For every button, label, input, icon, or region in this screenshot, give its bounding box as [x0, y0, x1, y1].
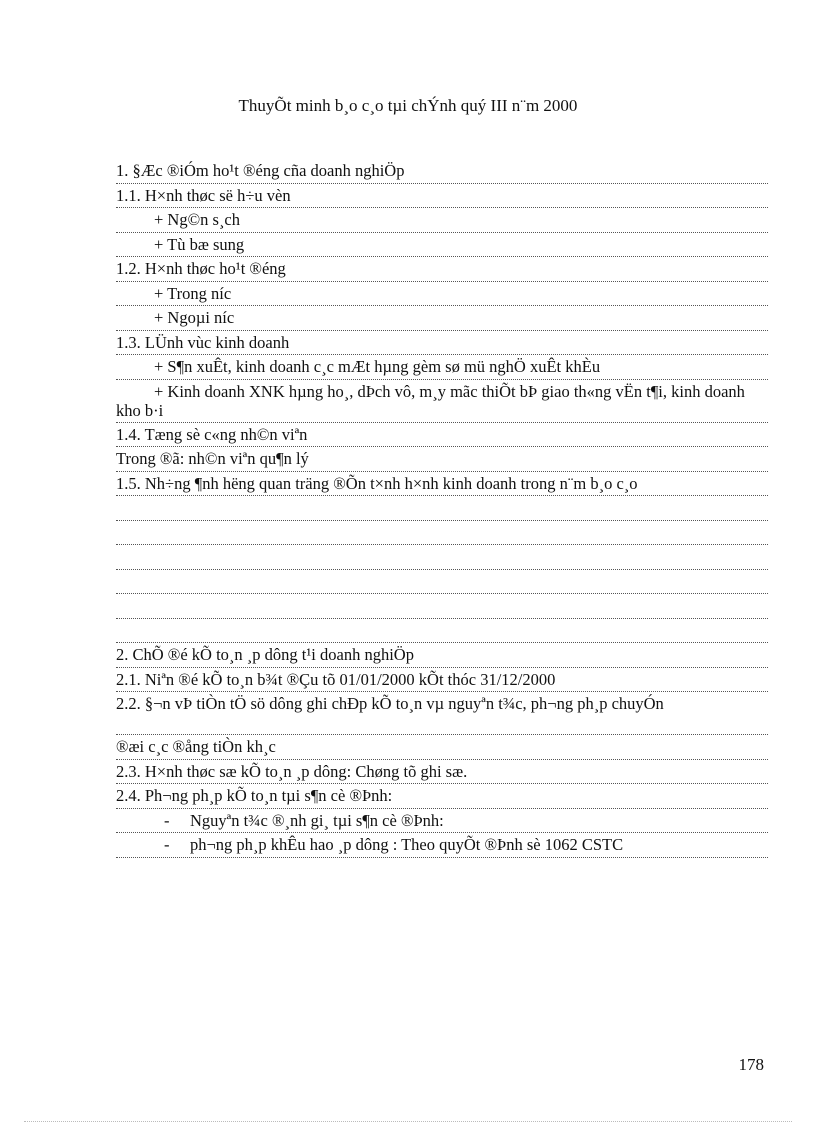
- blank-line: [116, 545, 768, 570]
- document-title: ThuyÕt minh b¸o c¸o tµi chÝnh quý III n¨m 2000: [238, 96, 578, 115]
- section-2-4-item: [116, 833, 768, 858]
- blank-line: [116, 619, 768, 644]
- page-number: 178: [738, 1055, 764, 1074]
- section-1-1-item: + Ng©n s¸ch: [116, 208, 768, 233]
- section-2-2: 2.2. §¬n vÞ tiÒn tÖ sö dông ghi chÐp kÕ to¸n vµ nguyªn t¾c, ph¬ng ph¸p chuyÓn: [116, 692, 768, 735]
- section-1-1-item: + Tù bæ sung: [116, 233, 768, 258]
- footer-divider: [24, 1121, 792, 1122]
- section-2-3: 2.3. H×nh thøc sæ kÕ to¸n ¸p dông: Chøng tõ ghi sæ.: [116, 760, 768, 785]
- section-1-2: 1.2. H×nh thøc ho¹t ®éng: [116, 257, 768, 282]
- dash-marker: -: [164, 835, 170, 854]
- document-body: [116, 159, 768, 858]
- dash-marker: -: [164, 810, 170, 830]
- section-2-4-item-text: ph¬ng ph¸p khÊu hao ¸p dông : Theo quyÕt ®Þnh sè 1062 CSTC: [190, 835, 624, 854]
- section-2-4: 2.4. Ph¬ng ph¸p kÕ to¸n tµi s¶n cè ®Þnh:: [116, 784, 768, 809]
- section-1-3: 1.3. LÜnh vùc kinh doanh: [116, 331, 768, 356]
- section-1-2-item: + Ngoµi níc: [116, 306, 768, 331]
- blank-line: [116, 521, 768, 546]
- section-2-2-cont: ®æi c¸c ®ång tiÒn kh¸c: [116, 735, 768, 760]
- section-2-4-item: [116, 809, 768, 834]
- blank-line: [116, 594, 768, 619]
- section-2-heading: 2. ChÕ ®é kÕ to¸n ¸p dông t¹i doanh nghiÖp: [116, 643, 768, 668]
- section-1-2-item: + Trong níc: [116, 282, 768, 307]
- section-1-4: 1.4. Tæng sè c«ng nh©n viªn: [116, 423, 768, 448]
- section-1-3-item-long: [116, 380, 768, 423]
- section-1-3-item: + S¶n xuÊt, kinh doanh c¸c mÆt hµng gèm sø mü nghÖ xuÊt khÈu: [116, 355, 768, 380]
- section-1-1: 1.1. H×nh thøc së h÷u vèn: [116, 184, 768, 209]
- section-1-5: 1.5. Nh÷ng ¶nh hëng quan träng ®Õn t×nh h×nh kinh doanh trong n¨m b¸o c¸o: [116, 472, 768, 497]
- blank-line: [116, 570, 768, 595]
- section-1-4-sub: Trong ®ã: nh©n viªn qu¶n lý: [116, 447, 768, 472]
- section-1-3-item-text: + Kinh doanh XNK hµng ho¸, dÞch vô, m¸y mãc thiÕt bÞ giao th«ng vËn t¶i, kinh doanh kho b·i: [116, 381, 745, 420]
- section-2-4-item-text: Nguyªn t¾c ®¸nh gi¸ tµi s¶n cè ®Þnh:: [190, 810, 444, 830]
- section-2-1: 2.1. Niªn ®é kÕ to¸n b¾t ®Çu tõ 01/01/2000 kÕt thóc 31/12/2000: [116, 668, 768, 693]
- section-1-heading: 1. §Æc ®iÓm ho¹t ®éng cña doanh nghiÖp: [116, 159, 768, 184]
- blank-line: [116, 496, 768, 521]
